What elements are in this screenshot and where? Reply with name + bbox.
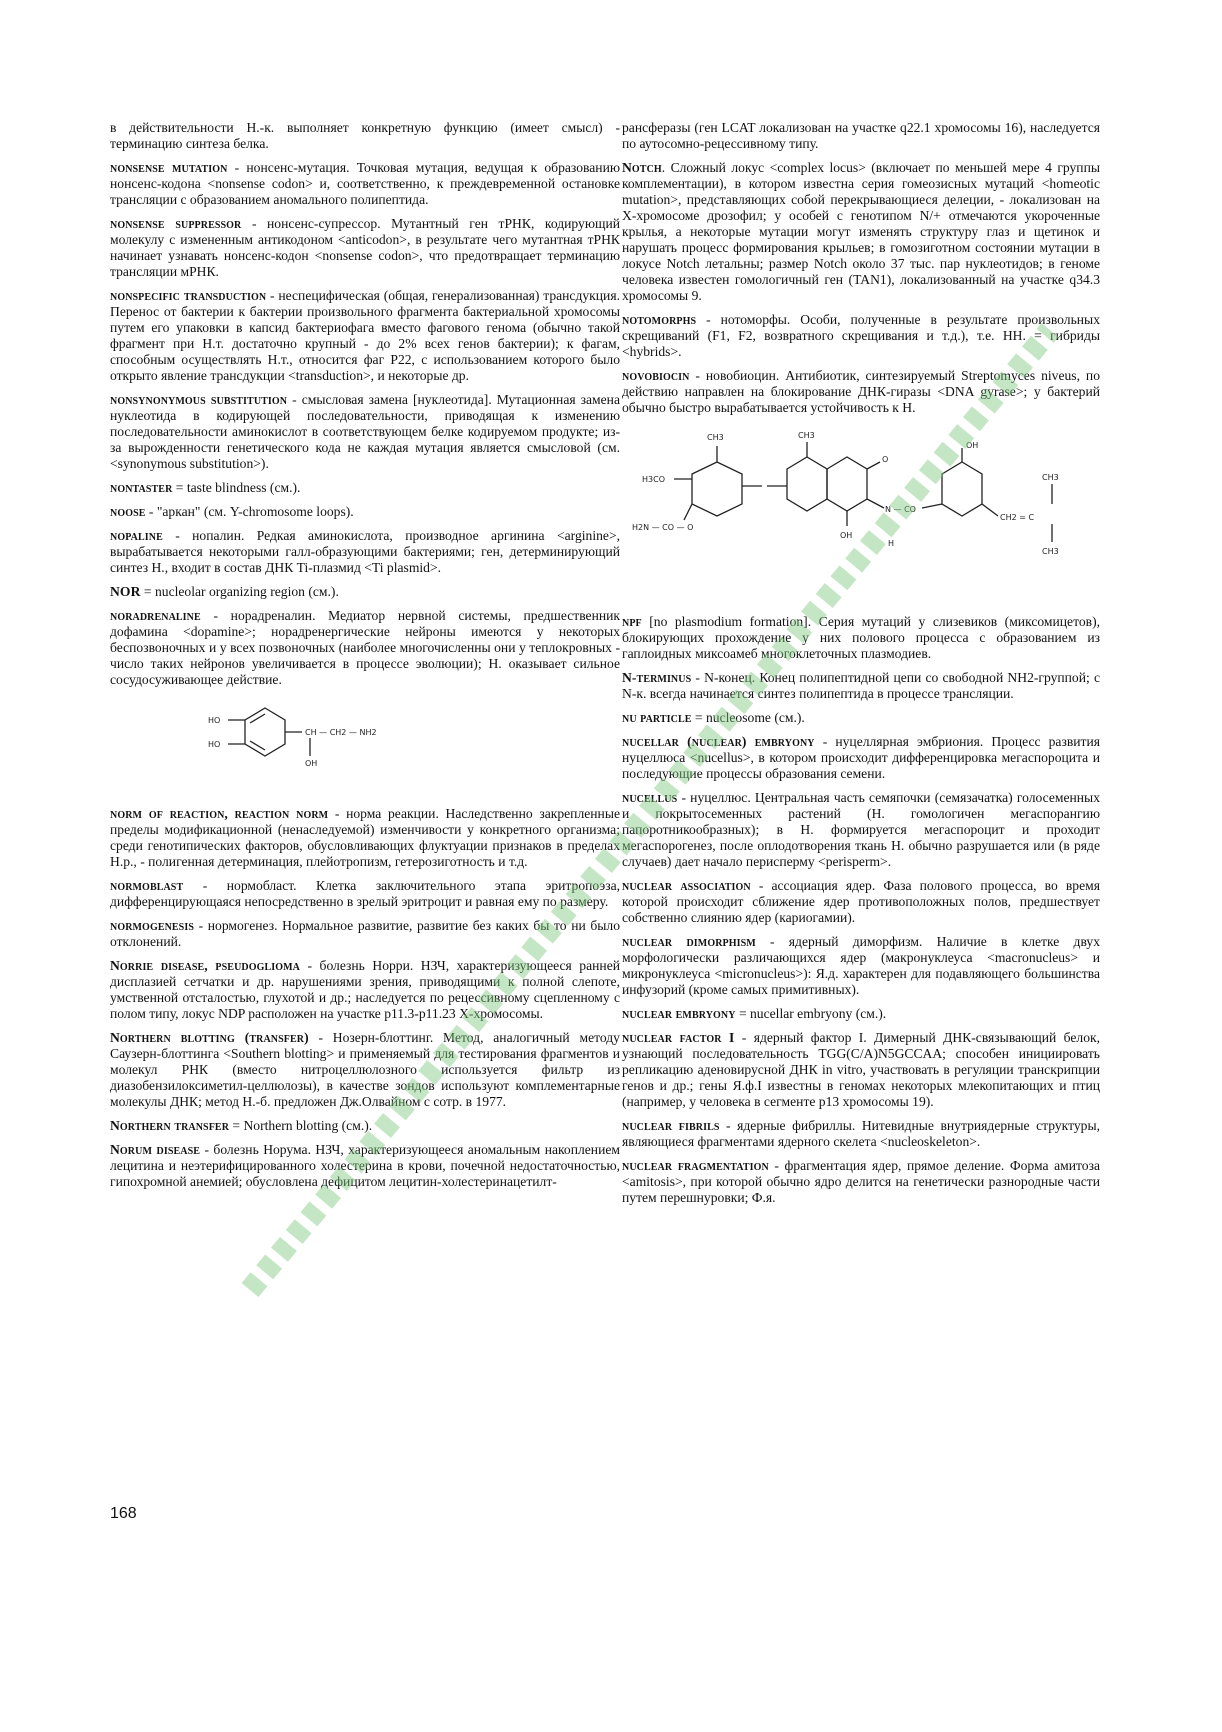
ch3-b-label: CH3 [1042,547,1059,556]
entry-npf: npf [no plasmodium formation]. Серия мутаций у слизевиков (миксомицетов), блокирующих прохождение у них полового процесса с образованием из гаплоидных миксоамеб многоклеточных плазмодиев. [622,614,1100,661]
ho-top-label: HO [208,716,221,725]
entry-lcat-continuation: рансферазы (ген LCAT локализован на участке q22.1 хромосомы 16), наследуется по аутосомно-рецессивному типу. [622,120,1100,151]
left-column [110,120,620,1198]
entry-norrie-disease: Norrie disease, pseudoglioma - болезнь Норри. НЗЧ, характеризующееся ранней дисплазией сетчатки и др. нарушениями зрения, приводящими к полной слепоте, умственной отсталостью, глухотой и др.; наследуется по рецессивному сцепленному с полом типу, локус NDP расположен на участке p11.3-p11.23 X-хромосомы. [110,958,620,1021]
carbonyl-o-label: O [882,455,889,464]
entry-nuclear-dimorphism: nuclear dimorphism - ядерный диморфизм. Наличие в клетке двух морфологически различающихся ядер (макронуклеуса <macronucleus> и микронуклеуса <micronucleus>): Я.д. характерен для подавляющего большинства инфузорий (кроме самых примитивных). [622,934,1100,997]
entry-nuclear-factor-i: nuclear factor I - ядерный фактор I. Димерный ДНК-связывающий белок, узнающий последовательность TGG(C/A)N5GCCAA; способен инициировать репликацию аденовирусной ДНК in vitro, участвовать в регуляции транскрипции генов и др.; гены Я.ф.I известны в геномах некоторых млекопитающих и птиц (например, у человека в сегменте p13 хромосомы 19). [622,1030,1100,1109]
novobiocin-structure [622,424,1092,604]
entry-nontaster: nontaster = taste blindness (см.). [110,480,301,495]
carbamate-label: H2N — CO — O [632,523,694,532]
entry-noradrenaline: noradrenaline - норадреналин. Медиатор нервной системы, предшественник дофамина <dopamine>; норадренергические нейроны имеются у некоторых беспозвоночных и у всех позвоночных (наиболее многочисленны они у теплокровных - число таких нейронов увеличивается в процессе эволюции); Н. оказывает сильное сосудосуживающее действие. [110,608,620,687]
benzene-ring [245,708,285,756]
entry-northern-blotting: Northern blotting (transfer) - Нозерн-блоттинг. Метод, аналогичный методу Саузерн-блоттинга <Southern blotting> и применяемый для тестирования фрагментов и молекул РНК (вместо нитроцеллюлозного используется фильтр из диазобензилоксиметил-целлюлозы), в качестве зондов используют комплементарные молекулы ДНК; метод Н.-б. предложен Дж.Олвайном с сотр. в 1977. [110,1030,620,1109]
entry-nonspecific-transduction: nonspecific transduction - неспецифическая (общая, генерализованная) трансдукция. Перенос от бактерии к бактерии произвольного фрагмента бактериальной хромосомы путем его упаковки в капсид бактериофага вместо фагового генома (обычно такой фрагмент при Н.т. достаточно крупный - до 2% всех генов бактерии); к фагам, способным осуществлять Н.т., относится фаг P22, с использованием которого было открыто явление трансдукции <transduction>, и некоторые др. [110,288,620,383]
entry-northern-transfer: Northern transfer = Northern blotting (см.). [110,1118,373,1133]
coumarin-ring-a [787,457,827,511]
ch3-a-label: CH3 [1042,473,1059,482]
entry-normoblast: normoblast - нормобласт. Клетка заключительного этапа эритропоэза, дифференцирующаяся непосредственно в зрелый эритроцит и равная ему по размеру. [110,878,620,909]
oh-label: OH [305,759,318,768]
ch3-sugar-label: CH3 [707,433,724,442]
ch3-ring-label: CH3 [798,431,815,440]
entry-norm-of-reaction: norm of reaction, reaction norm - норма реакции. Наследственно закрепленные пределы модификационной (ненаследуемой) изменчивости у конкретного организма; среди генотипических факторов, обусловливающих флуктуации признаков в пределах Н.р., - полигенная детерминация, плейотропизм, гетерозиготность и т.д. [110,806,620,869]
phenol-oh-label: OH [966,441,979,450]
entry-nonsense-mutation: nonsense mutation - нонсенс-мутация. Точковая мутация, ведущая к образованию нонсенс-кодона <nonsense codon> и, соответственно, к преждевременной остановке трансляции с образованием аномального полипептида. [110,160,620,207]
entry-novobiocin: novobiocin - новобиоцин. Антибиотик, синтезируемый Streptomyces niveus, по действию направлен на блокирование ДНК-гиразы <DNA gyrase>; у бактерий обычно быстро вырабатывается устойчивость к Н. [622,368,1100,415]
entry-nor: NOR = nucleolar organizing region (см.). [110,584,339,599]
entry-noose: noose - "аркан" (см. Y-chromosome loops). [110,504,354,519]
entry-nopaline: nopaline - нопалин. Редкая аминокислота, производное аргинина <arginine>, вырабатывается некоторыми галл-образующими бактериями; ген, детерминирующий синтез Н., входит в состав ДНК Ti-плазмид <Ti plasmid>. [110,528,620,575]
entry-nuclear-association: nuclear association - ассоциация ядер. Фаза полового процесса, во время которой происходит сближение ядер противоположных полов, предшествует собственно слиянию ядер (кариогамии). [622,878,1100,925]
entry-nonsense-suppressor: nonsense suppressor - нонсенс-супрессор. Мутантный ген тРНК, кодирующий молекулу с измененным антикодоном <anticodon>, в результате чего мутантная тРНК начинает узнавать нонсенс-кодон <nonsense codon>, что предотвращает терминацию трансляции мРНК. [110,216,620,279]
ho-bottom-label: HO [208,740,221,749]
sugar-ring [692,462,742,516]
coumarin-ring-b [827,457,867,511]
entry-notch: Notch. Сложный локус <complex locus> (включает по меньшей мере 4 группы комплементации), в котором известна серия гомеозисных мутаций <homeotic mutation>, представляющих собой перекрывающиеся делеции, - локализован на X-хромосоме дрозофил; у особей с генотипом N/+ отмечаются укороченные крылья, а некоторые мутации могут изменять структуру глаз и щетинок и нарушать процесс формирования крыльев; в гомозиготном состоянии мутации в локусе Notch летальны; размер Notch около 37 тыс. пар нуклеотидов; в геноме человека известен гомологичный ген (TAN1), локализованный на участке q34.3 хромосомы 9. [622,160,1100,303]
entry-nu-particle: nu particle = nucleosome (см.). [622,710,805,725]
entry-notomorphs: notomorphs - нотоморфы. Особи, полученные в результате произвольных скрещиваний (F1, F2, возвратного скрещивания и т.д.), т.е. НН. = гибриды <hybrids>. [622,312,1100,359]
amide-h-label: H [888,539,895,548]
entry-nonsynonymous-substitution: nonsynonymous substitution - смысловая замена [нуклеотида]. Мутационная замена нуклеотида в кодирующей последовательности, приводящая к изменению последовательности аминокислот в соответствующем белке кодируемом продукте; из-за вырожденности генетического кода не каждая мутация является смысловой (см. <synonymous substitution>). [110,392,620,471]
entry-normogenesis: normogenesis - нормогенез. Нормальное развитие, развитие без каких бы то ни было отклонений. [110,918,620,949]
phenol-ring [942,462,982,516]
amide-label: N — CO [885,505,916,514]
ring-oh-label: OH [840,531,853,540]
entry-continuation: в действительности Н.-к. выполняет конкретную функцию (имеет смысл) - терминацию синтеза белка. [110,120,620,151]
noradrenaline-structure [110,696,410,796]
right-column [622,120,1100,1214]
entry-n-terminus: N-terminus - N-конец. Конец полипептидной цепи со свободной NH2-группой; с N-к. всегда начинается синтез полипептида в процессе трансляции. [622,670,1100,701]
entry-nucellar-embryony: nucellar (nuclear) embryony - нуцеллярная эмбриония. Процесс развития нуцеллюса <nucellus>, в котором происходит дифференцировка мегаспороцита и последующие процессы образования семени. [622,734,1100,781]
isoprenyl-label: CH2 = C [1000,513,1035,522]
side-chain-label: CH — CH2 — NH2 [305,728,377,737]
entry-nuclear-fibrils: nuclear fibrils - ядерные фибриллы. Нитевидные внутриядерные структуры, являющиеся фрагментами ядерного скелета <nucleoskeleton>. [622,1118,1100,1149]
entry-nuclear-embryony: nuclear embryony = nucellar embryony (см.). [622,1006,887,1021]
entry-nuclear-fragmentation: nuclear fragmentation - фрагментация ядер, прямое деление. Форма амитоза <amitosis>, при которой обычно ядро делится на генетически разнородные части путем перешнуровки; Ф.я. [622,1158,1100,1205]
page-number: 168 [110,1505,137,1522]
entry-norum-disease: Norum disease - болезнь Норума. НЗЧ, характеризующееся аномальным накоплением лецитина и неэтерифицированного холестерина в крови, почечной недостаточностью, гипохромной анемией; обусловлена дефицитом лецитин-холестеринацетилт- [110,1142,620,1189]
entry-nucellus: nucellus - нуцеллюс. Центральная часть семяпочки (семязачатка) голосеменных и покрытосеменных растений (Н. гомологичен мегаспорангию папоротникообразных); в Н. формируется мегаспороцит и проходит мегаспорогенез, после оплодотворения ткань Н. обычно разрушается или (в ряде случаев) дает начало перисперму <perisperm>. [622,790,1100,869]
h3co-label: H3CO [642,475,665,484]
